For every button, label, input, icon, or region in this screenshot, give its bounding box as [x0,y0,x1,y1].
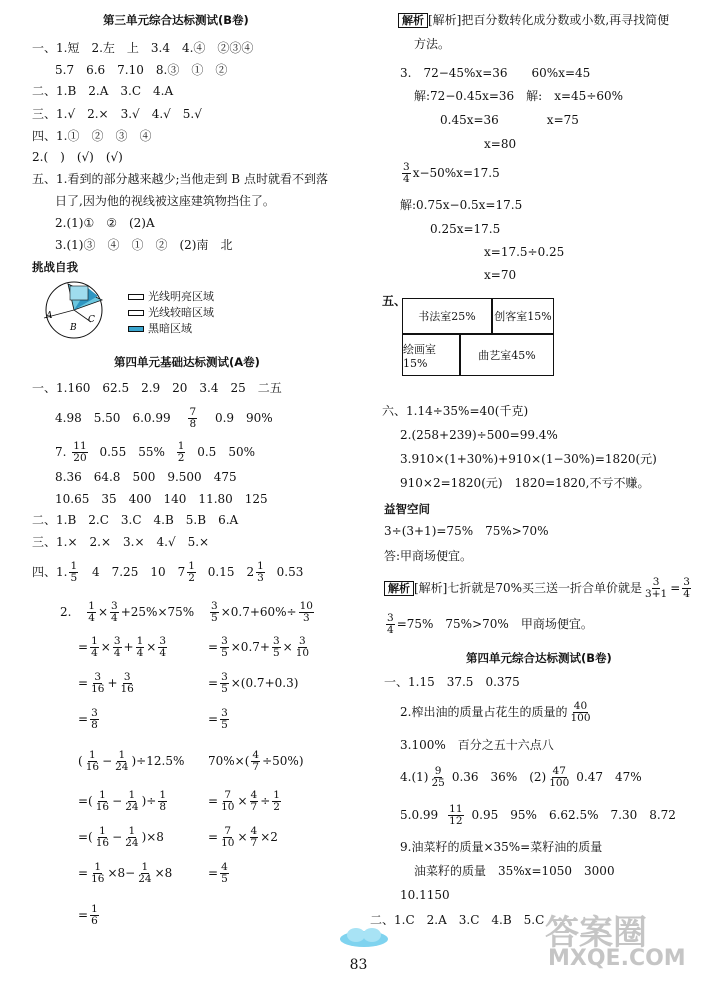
answer-line: x=80 [484,137,517,151]
answer-line: 3.100% 百分之五十六点八 [400,738,554,752]
section-title-unit4-a: 第四单元基础达标测试(A卷) [114,355,260,369]
calc-line: =( $\frac{1}{16}$ − $\frac{1}{24}$ )÷ $\frac{1}{8}$ [78,789,166,813]
answer-line: 9.油菜籽的质量×35%=菜籽油的质量 [400,840,603,854]
answer-line: $\frac{3}{4}$ =75% 75%>70% 甲商场便宜。 [387,612,593,636]
room-calligraphy: 书法室25% [402,298,492,334]
answer-line: 二、1.B 2.C 3.C 4.B 5.B 6.A [32,513,239,527]
answer-line: 0.25x=17.5 [430,222,501,236]
answer-line: 一、1.短 2.左 上 3.4 4.④ ②③④ [32,41,254,55]
calc-line: 70%×( $\frac{4}{7}$ ÷50%) [208,749,304,773]
room-opera: 曲艺室45% [460,334,554,376]
challenge-title: 挑战自我 [32,260,78,274]
answer-line: 二、1.B 2.A 3.C 4.A [32,84,174,98]
answer-line: 2.(1)① ② (2)A [55,216,155,230]
answer-line: 一、1.15 37.5 0.375 [384,675,520,689]
calc-line: = $\frac{4}{5}$ [208,861,228,885]
calc-line: = $\frac{7}{10}$ × $\frac{4}{7}$ ÷ $\frac{1}{2}$ [208,789,280,813]
figure-label-c: C [88,315,95,325]
legend-dim: 光线较暗区域 [128,306,214,320]
answer-line: 2.(258+239)÷500=99.4% [400,428,558,442]
calc-line: = $\frac{1}{4}$ × $\frac{3}{4}$ + $\frac{1}{4}$ × $\frac{3}{4}$ [78,635,166,659]
answer-line: 10.65 35 400 140 11.80 125 [55,492,268,506]
answer-line: 8.36 64.8 500 9.500 475 [55,470,237,484]
answer-line: 3.(1)③ ④ ① ② (2)南 北 [55,238,233,252]
answer-line: 0.45x=36 x=75 [440,113,579,127]
answer-line: 4.98 5.50 6.0.99 $\frac{7}{8}$ 0.9 90% [55,406,273,430]
calc-line: ( $\frac{1}{16}$ − $\frac{1}{24}$ )÷12.5% [78,749,185,773]
answer-line: 答:甲商场便宜。 [384,549,473,563]
answer-line: 2.榨出油的质量占花生的质量的 $\frac{40}{100}$ [400,700,591,724]
answer-line: x=17.5÷0.25 [484,245,565,259]
calc-line: $\frac{3}{5}$ ×0.7+60%÷ $\frac{10}{3}$ [211,600,313,624]
calc-line: = $\frac{3}{5}$ ×(0.7+0.3) [208,671,299,695]
analysis-line: 解析 [解析]七折就是70%买三送一折合单价就是 $\frac{3}{3+1}$ = $\frac{3}{4}$ [384,577,693,600]
answer-line: 7. $\frac{11}{20}$ 0.55 55% $\frac{1}{2}$ 0.5 50% [55,440,255,464]
answer-line: 2.( ) (√) (√) [32,150,123,164]
answer-line: 日了,因为他的视线被这座建筑物挡住了。 [55,194,275,208]
calc-line: = $\frac{3}{8}$ [78,707,98,731]
watermark-logo: 答案圈 [545,913,647,953]
calc-line: = $\frac{7}{10}$ × $\frac{4}{7}$ ×2 [208,825,278,849]
watermark-text: MXQE.COM [548,946,686,971]
answer-line: 油菜籽的质量 35%x=1050 3000 [414,864,615,878]
calc-line: 2. $\frac{1}{4}$ × $\frac{3}{4}$ +25%×75% [60,600,195,624]
figure-building [70,286,88,300]
calc-line: =( $\frac{1}{16}$ − $\frac{1}{24}$ )×8 [78,825,164,849]
answer-line: $\frac{3}{4}$ x−50%x=17.5 [403,161,500,185]
answer-line: 一、1.160 62.5 2.9 20 3.4 25 二五 [32,381,282,395]
figure-label-a: A [46,311,53,321]
answer-line: 三、1.× 2.× 3.× 4.√ 5.× [32,535,210,549]
answer-line: 3. 72−45%x=36 60%x=45 [400,66,591,80]
calc-line: = $\frac{1}{6}$ [78,903,98,927]
answer-line: 六、1.14÷35%=40(千克) [382,404,529,418]
answer-line: 四、1. $\frac{1}{5}$ 4 7.25 10 7 $\frac{1}{2}$ 0.15 2 $\frac{1}{3}$ 0.53 [32,560,304,584]
answer-line: 910×2=1820(元) 1820=1820,不亏不赚。 [400,476,650,490]
figure-label-b: B [70,323,77,333]
answer-line: 五、1.看到的部分越来越少;当他走到 B 点时就看不到落 [32,172,328,186]
answer-line: 解:72−0.45x=36 解: x=45÷60% [414,89,624,103]
answer-line: 方法。 [414,37,451,51]
answer-line: 3÷(3+1)=75% 75%>70% [384,524,549,538]
answer-line: 5.7 6.6 7.10 8.③ ① ② [55,63,228,77]
light-region-figure [36,278,114,340]
answer-line: 四、1.① ② ③ ④ [32,129,152,143]
cloud-icon [336,926,392,948]
section-title-unit4-b: 第四单元综合达标测试(B卷) [466,651,612,665]
answer-line: 二、1.C 2.A 3.C 4.B 5.C [370,913,545,927]
legend-dark: 黑暗区域 [128,322,192,336]
room-painting: 绘画室15% [402,334,460,376]
page-number: 83 [349,957,368,973]
calc-line: = $\frac{3}{5}$ [208,707,228,731]
section-five-label: 五、 [382,294,407,308]
answer-line: 解:0.75x−0.5x=17.5 [400,198,523,212]
answer-line: 5.0.99 $\frac{11}{12}$ 0.95 95% 6.62.5% 7.30 8.72 [400,803,676,827]
analysis-line: 解析 [解析]把百分数转化成分数或小数,再寻找简便 [398,13,669,28]
puzzle-title: 益智空间 [384,502,430,516]
answer-line: 4.(1) $\frac{9}{25}$ 0.36 36% (2) $\frac{47}{100}$ 0.47 47% [400,765,642,789]
answer-line: 3.910×(1+30%)+910×(1−30%)=1820(元) [400,452,657,466]
calc-line: = $\frac{3}{5}$ ×0.7+ $\frac{3}{5}$ × $\frac{3}{10}$ [208,635,310,659]
calc-line: = $\frac{1}{16}$ ×8− $\frac{1}{24}$ ×8 [78,861,173,885]
room-maker: 创客室15% [492,298,554,334]
section-title-unit3-b: 第三单元综合达标测试(B卷) [103,13,249,27]
calc-line: = $\frac{3}{16}$ + $\frac{3}{16}$ [78,671,134,695]
legend-bright: 光线明亮区域 [128,290,214,304]
answer-line: 三、1.√ 2.× 3.√ 4.√ 5.√ [32,107,202,121]
answer-line: x=70 [484,268,517,282]
room-area-diagram [402,298,554,376]
answer-line: 10.1150 [400,888,450,902]
